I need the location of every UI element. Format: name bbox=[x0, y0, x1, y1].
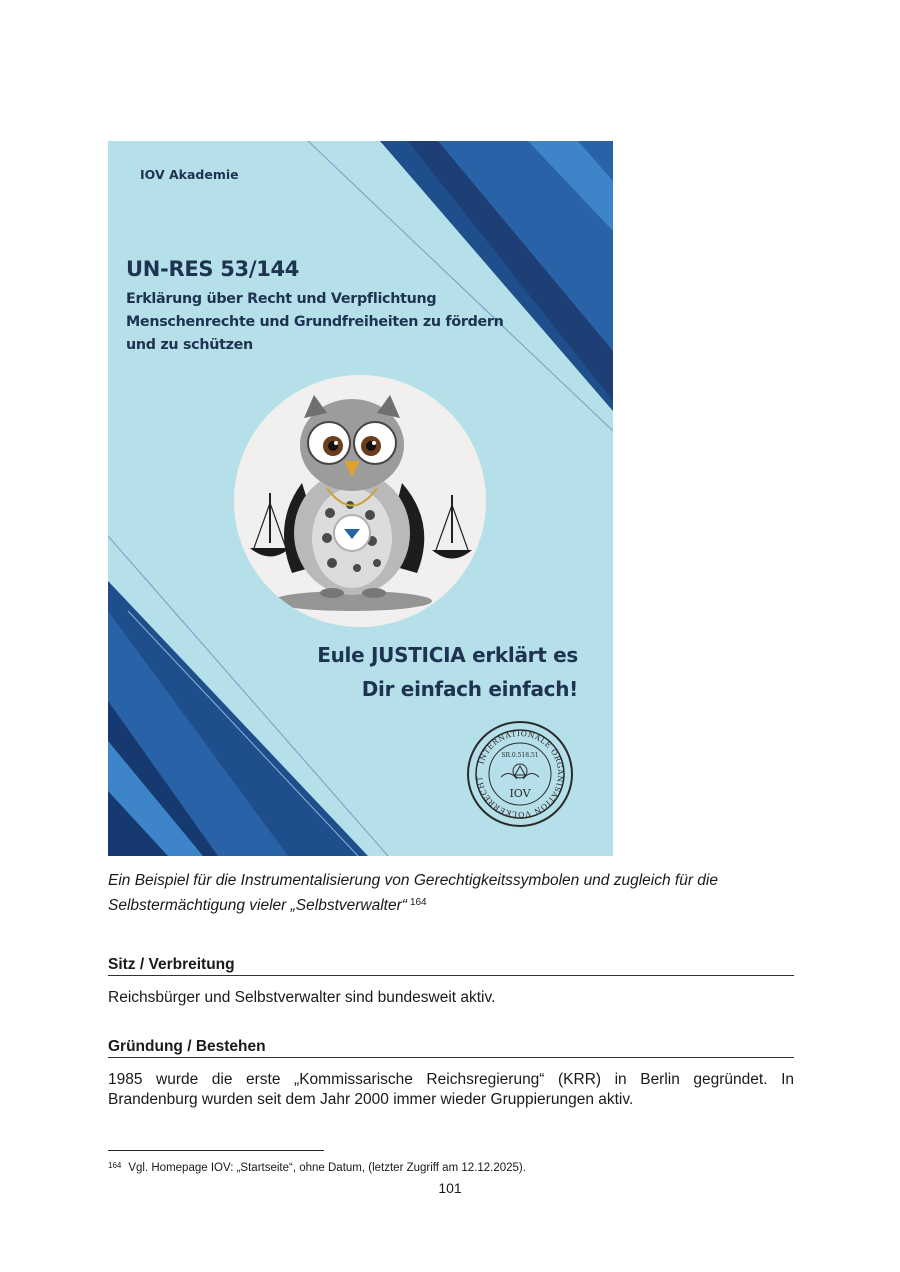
figure-caption: Ein Beispiel für die Instrumentalisierung von Gerechtigkeitssymbolen und zugleich für die Selbstermächtigung vieler „Selbstverwalter“ $^{164}$ bbox=[108, 872, 718, 914]
svg-text:IOV: IOV bbox=[509, 787, 531, 800]
footnote bbox=[108, 1161, 526, 1174]
owl-justicia-illustration bbox=[232, 373, 488, 629]
svg-text:INTERNATIONALE ORGANISATION VÖ: INTERNATIONALE ORGANISATION VÖLKERRECHT bbox=[474, 728, 566, 820]
section-body-sitz: Reichsbürger und Selbstverwalter sind bundesweit aktiv. bbox=[108, 989, 496, 1006]
section-body-gruendung: 1985 wurde die erste „Kommissarische Reichsregierung“ (KRR) in Berlin gegründet. In Brandenburg wurden seit dem Jahr 2000 immer wieder Gruppierungen aktiv. bbox=[108, 1071, 794, 1108]
cover-publisher: IOV Akademie bbox=[140, 167, 239, 182]
footnote-ref[interactable]: 164 bbox=[409, 897, 427, 908]
footnote-number: 164 bbox=[108, 1161, 122, 1170]
section-heading-gruendung: Gründung / Bestehen bbox=[108, 1038, 794, 1058]
footnote-divider bbox=[108, 1150, 324, 1151]
section-heading-sitz: Sitz / Verbreitung bbox=[108, 956, 794, 976]
footnote-text: Vgl. Homepage IOV: „Startseite“, ohne Datum, (letzter Zugriff am 12.12.2025). bbox=[128, 1162, 526, 1174]
book-cover-image bbox=[108, 141, 613, 856]
cover-title: UN-RES 53/144 bbox=[126, 257, 300, 281]
page-number: 101 bbox=[438, 1180, 462, 1196]
cover-subtitle: Erklärung über Recht und Verpflichtung Menschenrechte und Grundfreiheiten zu fördern und zu schützen bbox=[126, 291, 504, 353]
cover-slogan: Eule JUSTICIA erklärt es Dir einfach einfach! bbox=[317, 643, 578, 701]
svg-text:SR.0.518.51: SR.0.518.51 bbox=[501, 752, 539, 759]
iov-seal-logo bbox=[465, 719, 575, 829]
